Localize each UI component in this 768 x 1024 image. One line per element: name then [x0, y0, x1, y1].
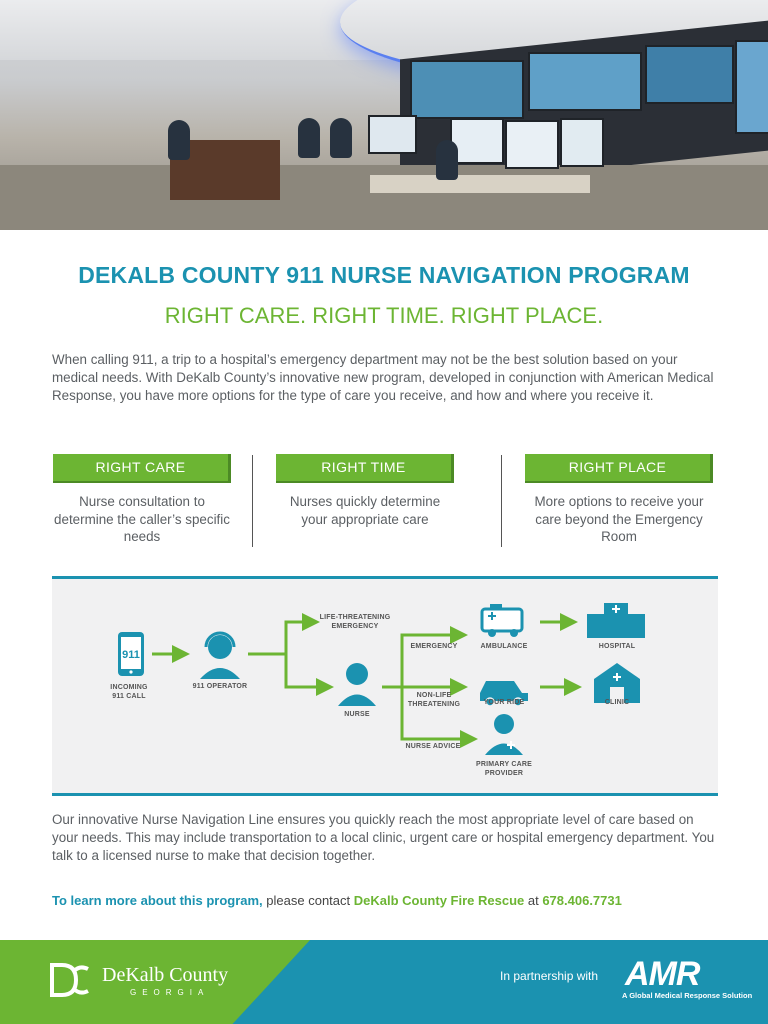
console-desk	[370, 175, 590, 193]
wall-screen	[645, 45, 734, 104]
ambulance-icon	[482, 604, 522, 637]
contact-middle: please contact	[262, 893, 354, 908]
wall-screen	[410, 60, 524, 119]
pillar-right-time	[276, 454, 454, 528]
label-nurse-advice: NURSE ADVICE	[405, 743, 461, 750]
label-non-life-threatening: NON-LIFE THREATENING	[407, 692, 461, 708]
amr-logo: AMR	[625, 955, 700, 993]
wall-screen	[528, 52, 642, 111]
divider	[501, 455, 502, 547]
label-your-ride: YOUR RIDE	[483, 699, 525, 706]
monitor	[505, 120, 559, 169]
operator-headset-icon	[200, 633, 240, 679]
contact-phone: 678.406.7731	[542, 893, 622, 908]
label-primary-care: PRIMARY CARE PROVIDER	[475, 761, 533, 777]
nurse-icon	[338, 663, 376, 706]
label-incoming-call: INCOMING 911 CALL	[110, 684, 148, 700]
dispatcher	[330, 118, 352, 158]
care-flow-diagram	[52, 576, 718, 796]
wall-screen	[735, 40, 768, 134]
pillar-description: Nurses quickly determine your appropriate care	[289, 494, 441, 527]
label-ambulance: AMBULANCE	[480, 643, 528, 650]
dispatcher	[436, 140, 458, 180]
outro-paragraph: Our innovative Nurse Navigation Line ensures you quickly reach the most appropriate level of care based on your needs. This may include transportation to a local clinic, urgent care or hospital emergency department. You talk to a licensed nurse to make that decision together.	[52, 812, 715, 863]
contact-org: DeKalb County Fire Rescue	[353, 893, 525, 908]
dispatcher	[298, 118, 320, 158]
label-nurse: NURSE	[344, 711, 370, 718]
amr-tagline: A Global Medical Response Solution	[622, 991, 753, 1000]
dekalb-logo-icon	[50, 963, 90, 997]
label-clinic: CLINIC	[604, 699, 630, 706]
pillar-label: RIGHT TIME	[276, 454, 454, 483]
monitor	[368, 115, 417, 154]
intro-paragraph: When calling 911, a trip to a hospital’s emergency department may not be the best solution based on your medical needs. With DeKalb County’s innovative new program, developed in conjunction with American Medical Response, you have more options for the type of care you receive, and how and where you receive it.	[52, 352, 714, 403]
dispatcher	[168, 120, 190, 160]
label-emergency: EMERGENCY	[410, 643, 458, 650]
page-title: DEKALB COUNTY 911 NURSE NAVIGATION PROGRAM	[78, 262, 690, 288]
label-hospital: HOSPITAL	[598, 643, 636, 650]
pillar-description: Nurse consultation to determine the caller’s specific needs	[54, 494, 230, 544]
doctor-icon	[485, 714, 523, 755]
label-life-threatening: LIFE-THREATENING EMERGENCY	[319, 614, 391, 630]
label-911-operator: 911 OPERATOR	[192, 683, 248, 690]
divider	[252, 455, 253, 547]
phone-911-text: 911	[122, 649, 140, 661]
clinic-icon	[594, 663, 640, 703]
partnership-text: In partnership with	[500, 969, 599, 983]
contact-at: at	[524, 893, 543, 908]
county-name: DeKalb County	[102, 964, 229, 986]
pillar-right-care	[53, 454, 231, 546]
pillar-right-place	[525, 454, 713, 546]
monitor	[450, 118, 504, 164]
pillar-label: RIGHT CARE	[53, 454, 231, 483]
monitor	[560, 118, 604, 167]
contact-lead: To learn more about this program,	[52, 893, 263, 908]
county-state: GEORGIA	[130, 988, 210, 997]
hospital-icon	[587, 603, 645, 638]
pillar-description: More options to receive your care beyond the Emergency Room	[534, 494, 704, 544]
contact-line	[52, 893, 622, 908]
pillar-label: RIGHT PLACE	[525, 454, 713, 483]
hero-photo-dispatch-center	[0, 0, 768, 230]
page-subtitle: RIGHT CARE. RIGHT TIME. RIGHT PLACE.	[164, 303, 604, 328]
